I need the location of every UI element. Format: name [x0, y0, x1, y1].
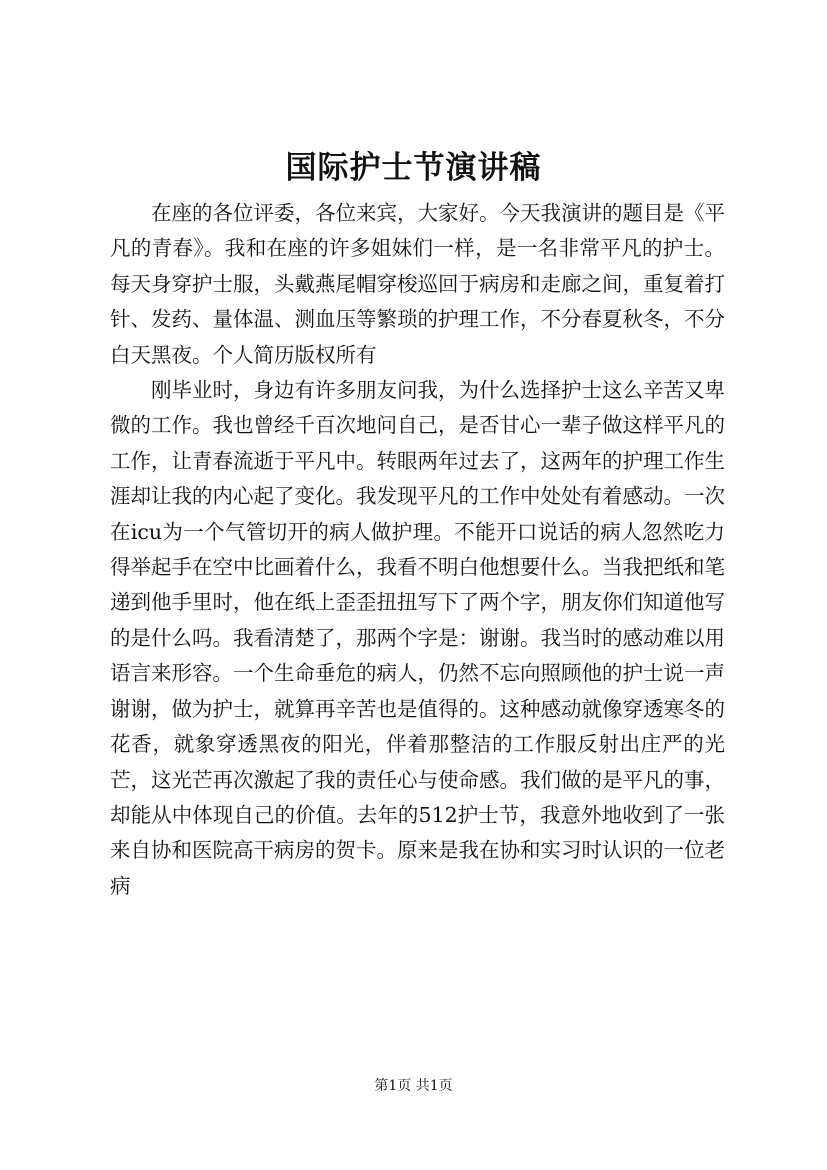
page-footer: 第1页 共1页: [374, 1078, 453, 1094]
paragraph-2: 刚毕业时，身边有许多朋友问我，为什么选择护士这么辛苦又卑微的工作。我也曾经千百次地问自己，是否甘心一辈子做这样平凡的工作，让青春流逝于平凡中。转眼两年过去了，这两年的护理工作生涯却让我的内心起了变化。我发现平凡的工作中处处有着感动。一次在icu为一个气管切开的病人做护理。不能开口说话的病人忽然吃力得举起手在空中比画着什么，我看不明白他想要什么。当我把纸和笔递到他手里时，他在纸上歪歪扭扭写下了两个字，朋友你们知道他写的是什么吗。我看清楚了，那两个字是：谢谢。我当时的感动难以用语言来形容。一个生命垂危的病人，仍然不忘向照顾他的护士说一声谢谢，做为护士，就算再辛苦也是值得的。这种感动就像穿透寒冬的花香，就象穿透黑夜的阳光，伴着那整洁的工作服反射出庄严的光芒，这光芒再次激起了我的责任心与使命感。我们做的是平凡的事，却能从中体现自己的价值。去年的512护士节，我意外地收到了一张来自协和医院高干病房的贺卡。原来是我在协和实习时认识的一位老病: [110, 378, 725, 898]
paragraph-1: 在座的各位评委，各位来宾，大家好。今天我演讲的题目是《平凡的青春》。我和在座的许多姐妹们一样，是一名非常平凡的护士。每天身穿护士服，头戴燕尾帽穿梭巡回于病房和走廊之间，重复着打针、发药、量体温、测血压等繁琐的护理工作，不分春夏秋冬，不分白天黑夜。个人简历版权所有: [110, 201, 725, 367]
page-title: 国际护士节演讲稿: [285, 150, 542, 186]
document-body: [110, 196, 725, 904]
